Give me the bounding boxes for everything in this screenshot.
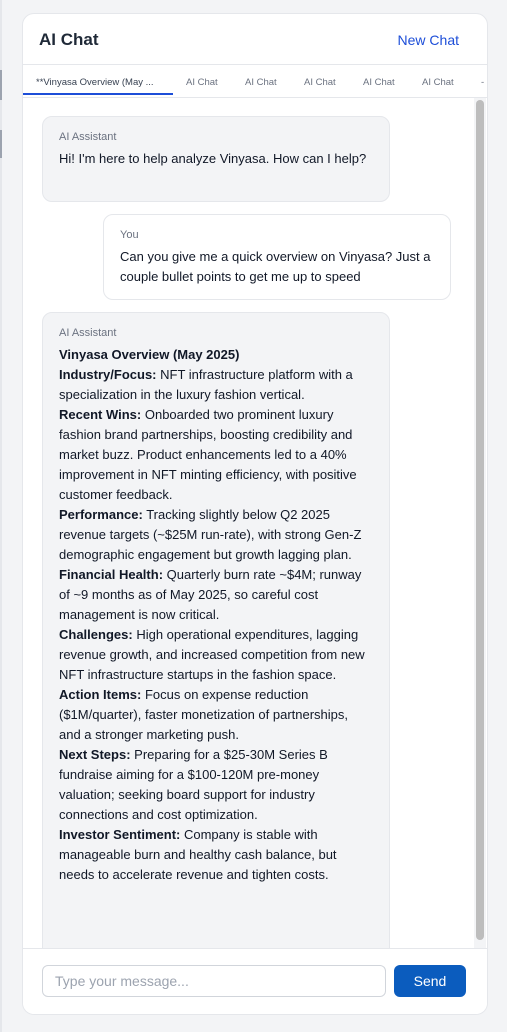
tab-ai-chat[interactable]: AI Chat xyxy=(186,77,218,88)
section-text: NFT infrastructure platform with a specialization in the luxury fashion vertical. xyxy=(59,367,353,402)
section-text: Onboarded two prominent luxury fashion brand partnerships, boosting credibility and market buzz. Product enhancements led to a 40% improvement in NFT minting efficiency, with positive customer feedback. xyxy=(59,407,357,502)
section-label: Recent Wins: xyxy=(59,407,142,422)
section-text: Tracking slightly below Q2 2025 revenue targets (~$25M run-rate), with strong Gen-Z demographic engagement but growth lagging plan. xyxy=(59,507,362,562)
section-investor-sentiment xyxy=(59,825,373,885)
chat-panel xyxy=(22,13,488,1015)
section-recent-wins xyxy=(59,405,373,505)
scrollbar-thumb[interactable] xyxy=(476,100,484,940)
section-label: Performance: xyxy=(59,507,143,522)
section-text: Quarterly burn rate ~$4M; runway of ~9 months as of May 2025, so careful cost management is now critical. xyxy=(59,567,362,622)
sender-label: AI Assistant xyxy=(59,131,117,143)
new-chat-button[interactable]: New Chat xyxy=(397,32,459,48)
section-text: Focus on expense reduction ($1M/quarter), faster monetization of partnerships, and a stronger marketing push. xyxy=(59,687,349,742)
tab-ai-chat[interactable]: AI Chat xyxy=(363,77,395,88)
section-label: Challenges: xyxy=(59,627,133,642)
tab-ai-chat[interactable]: AI Chat xyxy=(304,77,336,88)
message-text xyxy=(59,345,373,885)
section-industry xyxy=(59,365,373,405)
sender-label: You xyxy=(120,229,139,241)
section-next-steps xyxy=(59,745,373,825)
section-text: High operational expenditures, lagging revenue growth, and increased competition from new NFT infrastructure startups in the fashion space. xyxy=(59,627,365,682)
chat-title: AI Chat xyxy=(39,30,99,49)
section-financial-health xyxy=(59,565,373,625)
message-scrollbar[interactable] xyxy=(474,98,486,950)
section-label: Investor Sentiment: xyxy=(59,827,181,842)
section-label: Action Items: xyxy=(59,687,142,702)
send-button[interactable]: Send xyxy=(394,965,466,997)
edge-mark xyxy=(0,130,2,158)
chat-header xyxy=(23,14,487,65)
section-performance xyxy=(59,505,373,565)
sender-label: AI Assistant xyxy=(59,327,117,339)
assistant-message xyxy=(42,312,390,948)
section-action-items xyxy=(59,685,373,745)
section-text: Preparing for a $25-30M Series B fundraise aiming for a $100-120M pre-money valuation; seeking board support for industry connections and cost optimization. xyxy=(59,747,328,822)
tab-vinyasa-overview[interactable]: **Vinyasa Overview (May ... xyxy=(23,65,173,95)
tab-ai-chat[interactable]: AI Chat xyxy=(245,77,277,88)
message-text: Hi! I'm here to help analyze Vinyasa. How can I help? xyxy=(59,151,367,166)
section-label: Next Steps: xyxy=(59,747,131,762)
message-text: Can you give me a quick overview on Vinyasa? Just a couple bullet points to get me up to speed xyxy=(120,249,431,284)
edge-mark xyxy=(0,70,2,100)
section-label: Financial Health: xyxy=(59,567,164,582)
tab-overflow[interactable]: - xyxy=(481,77,485,88)
section-challenges xyxy=(59,625,373,685)
section-text: Company is stable with manageable burn and healthy cash balance, but needs to accelerate revenue and tighten costs. xyxy=(59,827,337,882)
tab-ai-chat[interactable]: AI Chat xyxy=(422,77,454,88)
overview-heading: Vinyasa Overview (May 2025) xyxy=(59,347,240,362)
user-message xyxy=(103,214,451,300)
chat-tabs xyxy=(23,65,487,98)
message-list xyxy=(23,98,471,948)
message-input[interactable] xyxy=(42,965,386,997)
assistant-message xyxy=(42,116,390,202)
section-label: Industry/Focus: xyxy=(59,367,157,382)
message-composer xyxy=(23,948,487,1015)
